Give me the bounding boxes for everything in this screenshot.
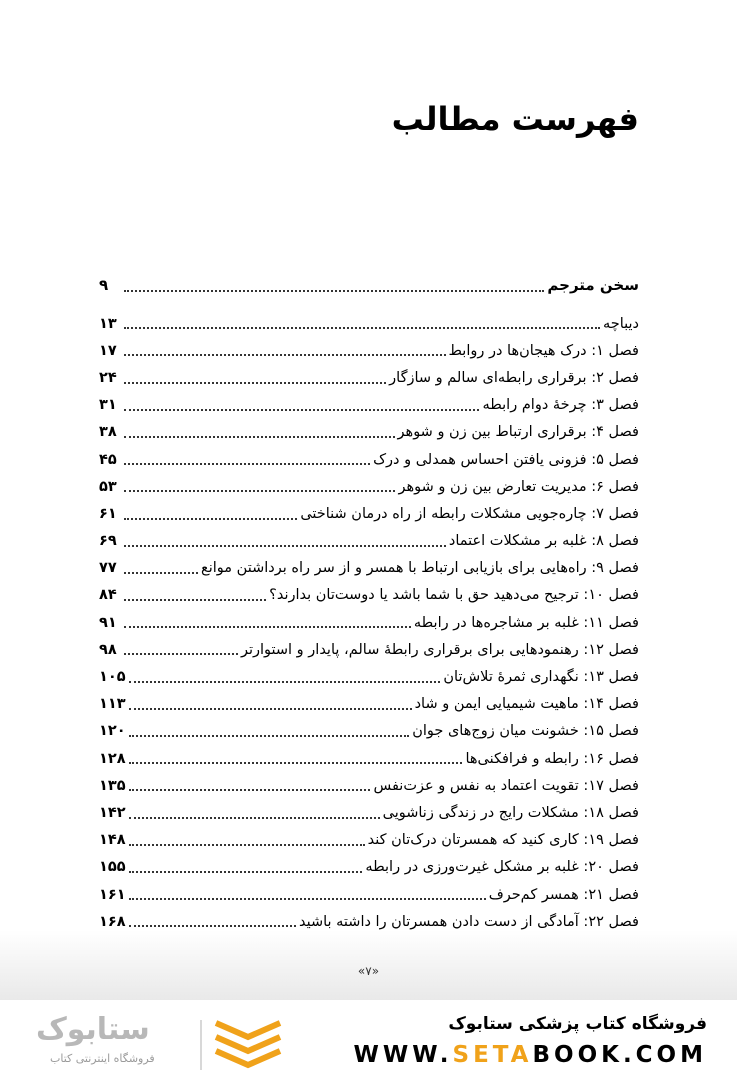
toc-entry[interactable]: [99, 555, 639, 582]
url-prefix: WWW.: [353, 1042, 453, 1068]
toc-dot-leader: [129, 788, 371, 791]
toc-entry[interactable]: [99, 270, 639, 300]
toc-entry-page: ۲۴: [99, 369, 117, 386]
toc-dot-leader: [129, 870, 363, 873]
toc-entry-title: فصل ۲: برقراری رابطه‌ای سالم و سازگار: [389, 369, 639, 386]
toc-entry-page: ۶۹: [99, 533, 117, 550]
toc-entry[interactable]: [99, 663, 639, 690]
toc-entry[interactable]: [99, 446, 639, 473]
toc-entry-page: ۱۴۲: [99, 804, 126, 821]
toc-entry-title: فصل ۲۱: همسر کم‌حرف: [488, 886, 639, 903]
toc-entry[interactable]: [99, 799, 639, 826]
toc-entry-title: فصل ۲۲: آمادگی از دست دادن همسرتان را داشته باشید: [298, 913, 639, 930]
toc-dot-leader: [124, 326, 600, 329]
toc-entry-title: فصل ۱۰: ترجیح می‌دهید حق با شما باشد یا دوست‌تان بدارند؟: [269, 587, 639, 604]
shop-name: فروشگاه کتاب پزشکی ستابوک: [448, 1014, 707, 1034]
toc-dot-leader: [129, 707, 412, 710]
toc-dot-leader: [124, 462, 370, 465]
toc-entry[interactable]: [99, 528, 639, 555]
toc-entry-page: ۱۲۰: [99, 723, 126, 740]
toc-entry[interactable]: [99, 337, 639, 364]
footer-banner: [0, 1000, 737, 1080]
toc-entry-title: دیباچه: [602, 315, 639, 332]
toc-entry-title: سخن مترجم: [547, 276, 639, 294]
toc-dot-leader: [129, 924, 296, 927]
page-number: «۷»: [357, 964, 380, 978]
toc-entry[interactable]: [99, 500, 639, 527]
toc-entry-page: ۱۳: [99, 315, 117, 332]
toc-entry-page: ۱۶۸: [99, 913, 126, 930]
url-accent: SETA: [452, 1042, 533, 1068]
toc-entry-title: فصل ۴: برقراری ارتباط بین زن و شوهر: [397, 424, 639, 441]
toc-entry-page: ۱۶۱: [99, 886, 126, 903]
toc-entry[interactable]: [99, 419, 639, 446]
book-stack-logo-icon: [212, 1015, 284, 1073]
toc-entry[interactable]: [99, 473, 639, 500]
toc-entry[interactable]: [99, 827, 639, 854]
toc-dot-leader: [129, 734, 410, 737]
toc-entry-page: ۱۵۵: [99, 859, 126, 876]
toc-dot-leader: [129, 816, 380, 819]
logo-subtitle: فروشگاه اینترنتی کتاب: [50, 1052, 155, 1065]
toc-dot-leader: [129, 761, 463, 764]
toc-entry-title: فصل ۹: راه‌هایی برای بازیابی ارتباط با همسر و از سر راه برداشتن موانع: [201, 560, 639, 577]
logo-divider: [200, 1020, 202, 1070]
toc-entry-page: ۷۷: [99, 560, 117, 577]
toc-dot-leader: [129, 680, 441, 683]
toc-entry-title: فصل ۱۴: ماهیت شیمیایی ایمن و شاد: [414, 696, 639, 713]
toc-dot-leader: [124, 652, 238, 655]
toc-entry-page: ۱۴۸: [99, 832, 126, 849]
shop-url[interactable]: [354, 1042, 707, 1068]
toc-dot-leader: [124, 381, 386, 384]
toc-entry-page: ۱۱۳: [99, 696, 126, 713]
toc-entry-page: ۹۱: [99, 614, 117, 631]
toc-entry[interactable]: [99, 636, 639, 663]
toc-entry[interactable]: [99, 772, 639, 799]
toc-entry[interactable]: [99, 310, 639, 337]
toc-entry-page: ۹۸: [99, 641, 117, 658]
toc-entry-page: ۵۳: [99, 478, 117, 495]
toc-dot-leader: [124, 571, 198, 574]
toc-dot-leader: [124, 625, 411, 628]
toc-entry[interactable]: [99, 908, 639, 935]
toc-entry-page: ۶۱: [99, 505, 117, 522]
toc-entry-title: فصل ۳: چرخهٔ دوام رابطه: [482, 397, 639, 414]
toc-entry-title: فصل ۱۲: رهنمودهایی برای برقراری رابطهٔ سالم، پایدار و استوارتر: [240, 641, 639, 658]
toc-entry[interactable]: [99, 854, 639, 881]
toc-entry-page: ۳۱: [99, 397, 117, 414]
toc-dot-leader: [124, 544, 446, 547]
toc-dot-leader: [129, 897, 486, 900]
toc-entry-page: ۹: [99, 276, 109, 294]
toc-entry-title: فصل ۱۸: مشکلات رایج در زندگی زناشویی: [382, 804, 639, 821]
toc-entry-page: ۱۰۵: [99, 669, 126, 686]
toc-entry[interactable]: [99, 582, 639, 609]
toc-entry[interactable]: [99, 691, 639, 718]
toc-dot-leader: [124, 598, 266, 601]
toc-entry[interactable]: [99, 609, 639, 636]
toc-entry-title: فصل ۵: فزونی یافتن احساس همدلی و درک: [373, 451, 639, 468]
page-title: فهرست مطالب: [391, 100, 639, 138]
url-suffix: BOOK.COM: [532, 1042, 707, 1068]
table-of-contents: [99, 270, 639, 935]
toc-entry-title: فصل ۷: چاره‌جویی مشکلات رابطه از راه درمان شناختی: [300, 505, 639, 522]
toc-dot-leader: [124, 489, 395, 492]
toc-entry-title: فصل ۱۶: رابطه و فرافکنی‌ها: [465, 750, 639, 767]
toc-entry[interactable]: [99, 364, 639, 391]
toc-entry-page: ۱۲۸: [99, 750, 126, 767]
toc-entry-page: ۴۵: [99, 451, 117, 468]
toc-entry[interactable]: [99, 881, 639, 908]
toc-entry-page: ۸۴: [99, 587, 117, 604]
toc-entry[interactable]: [99, 745, 639, 772]
toc-dot-leader: [124, 353, 446, 356]
toc-entry-title: فصل ۱۵: خشونت میان زوج‌های جوان: [412, 723, 639, 740]
toc-entry[interactable]: [99, 392, 639, 419]
toc-dot-leader: [124, 517, 297, 520]
toc-entry-title: فصل ۶: مدیریت تعارض بین زن و شوهر: [398, 478, 639, 495]
toc-entry-title: فصل ۲۰: غلبه بر مشکل غیرت‌ورزی در رابطه: [365, 859, 639, 876]
toc-entry-title: فصل ۱۷: تقویت اعتماد به نفس و عزت‌نفس: [373, 777, 639, 794]
toc-dot-leader: [129, 843, 365, 846]
toc-dot-leader: [124, 435, 395, 438]
toc-entry-title: فصل ۱۹: کاری کنید که همسرتان درک‌تان کند: [367, 832, 639, 849]
toc-entry-title: فصل ۱: درک هیجان‌ها در روابط: [448, 342, 639, 359]
toc-entry[interactable]: [99, 718, 639, 745]
toc-entry-title: فصل ۸: غلبه بر مشکلات اعتماد: [448, 533, 639, 550]
toc-entry-title: فصل ۱۱: غلبه بر مشاجره‌ها در رابطه: [413, 614, 639, 631]
toc-entry-page: ۳۸: [99, 424, 117, 441]
toc-entry-title: فصل ۱۳: نگهداری ثمرهٔ تلاش‌تان: [443, 669, 639, 686]
logo-wordmark: ستابوک: [36, 1012, 150, 1047]
toc-entry-page: ۱۳۵: [99, 777, 126, 794]
toc-dot-leader: [124, 408, 479, 411]
toc-entry-page: ۱۷: [99, 342, 117, 359]
toc-dot-leader: [124, 289, 544, 292]
